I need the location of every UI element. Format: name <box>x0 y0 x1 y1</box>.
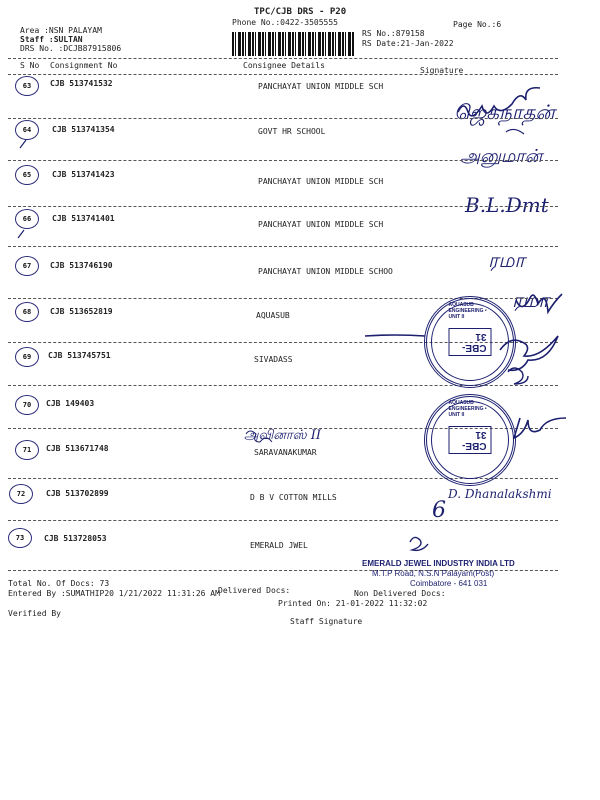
row-sno: 64 <box>15 120 39 140</box>
column-header-consignment: Consignment No <box>50 61 118 70</box>
stamp-code: CBE-31 <box>449 426 492 454</box>
rs-number: RS No.:879158 <box>362 29 425 38</box>
row-consignee: PANCHAYAT UNION MIDDLE SCH <box>258 177 384 186</box>
row-sno: 66 <box>15 209 39 229</box>
column-header-consignee: Consignee Details <box>243 61 325 70</box>
row-sno: 68 <box>15 302 39 322</box>
row-consignment: CJB 513741423 <box>52 170 115 179</box>
row-sno: 69 <box>15 347 39 367</box>
column-header-sno: S No <box>20 61 40 70</box>
row-sno: 71 <box>15 440 39 460</box>
document-title: TPC/CJB DRS - P20 <box>254 7 347 17</box>
row-signature: ரமா <box>512 288 549 312</box>
row-consignment: CJB 149403 <box>46 399 95 408</box>
row-consignee: PANCHAYAT UNION MIDDLE SCH <box>258 220 384 229</box>
row-consignee: EMERALD JWEL <box>250 541 308 550</box>
column-header-signature: Signature <box>420 66 464 75</box>
page-number: Page No.:6 <box>453 20 502 29</box>
row-consignee: PANCHAYAT UNION MIDDLE SCHOO <box>258 267 393 276</box>
stamp-ring-text: AQUASUB ENGINEERING • UNIT II <box>448 302 487 320</box>
row-consignment: CJB 513741354 <box>52 125 115 134</box>
stamp-code: CBE-31 <box>449 328 492 356</box>
total-docs: Total No. Of Docs: 73 <box>8 579 110 588</box>
row-consignment: CJB 513652819 <box>50 307 113 316</box>
row-sno: 67 <box>15 256 39 276</box>
aquasub-stamp-1 <box>424 296 516 388</box>
row-consignee: SARAVANAKUMAR <box>254 448 317 457</box>
area-label: Area :NSN PALAYAM <box>20 26 102 35</box>
row-consignee: D B V COTTON MILLS <box>250 493 337 502</box>
row-sno: 70 <box>15 395 39 415</box>
emerald-stamp-line2: M.T.P Road, N.S.N Palayam(Post) <box>372 569 495 578</box>
row-consignee: SIVADASS <box>254 355 293 364</box>
stamp-ring-text: AQUASUB ENGINEERING • UNIT II <box>448 400 487 418</box>
entered-by: Entered By :SUMATHIP20 1/21/2022 11:31:26 AM <box>8 589 220 598</box>
row-consignee: PANCHAYAT UNION MIDDLE SCH <box>258 82 384 91</box>
verified-by: Verified By <box>8 609 61 618</box>
emerald-stamp-line1: EMERALD JEWEL INDUSTRY INDIA LTD <box>362 559 515 568</box>
row-signature-initial: 6 <box>432 498 446 523</box>
row-consignment: CJB 513671748 <box>46 444 109 453</box>
row-signature: B.L.Dmt <box>465 193 549 217</box>
staff-signature-label: Staff Signature <box>290 617 363 626</box>
row-sno: 73 <box>8 528 32 548</box>
handwritten-note: அவினாஸ் II <box>244 428 322 443</box>
row-consignee: GOVT HR SCHOOL <box>258 127 326 136</box>
row-signature: ஜெகநாதன் <box>454 100 555 124</box>
phone-number: Phone No.:0422-3505555 <box>232 18 338 27</box>
row-consignment: CJB 513728053 <box>44 534 107 543</box>
row-consignment: CJB 513746190 <box>50 261 113 270</box>
non-delivered-docs: Non Delivered Docs: <box>354 589 446 598</box>
row-consignment: CJB 513741532 <box>50 79 113 88</box>
row-sno: 63 <box>15 76 39 96</box>
aquasub-stamp-2 <box>424 394 516 486</box>
row-consignee: AQUASUB <box>256 311 290 320</box>
row-signature: அனுமான் <box>460 146 543 167</box>
row-sno: 65 <box>15 165 39 185</box>
staff-label: Staff :SULTAN <box>20 35 83 44</box>
drs-number: DRS No. :DCJB87915806 <box>20 44 122 53</box>
row-sno: 72 <box>9 484 33 504</box>
row-consignment: CJB 513745751 <box>48 351 111 360</box>
row-consignment: CJB 513702899 <box>46 489 109 498</box>
printed-on: Printed On: 21-01-2022 11:32:02 <box>278 599 428 608</box>
delivered-docs: Delivered Docs: <box>218 586 291 595</box>
row-signature: ரமா <box>488 248 525 272</box>
row-consignment: CJB 513741401 <box>52 214 115 223</box>
emerald-stamp-line3: Coimbatore - 641 031 <box>410 579 488 588</box>
row-signature: D. Dhanalakshmi <box>448 487 552 501</box>
rs-date: RS Date:21-Jan-2022 <box>362 39 454 48</box>
